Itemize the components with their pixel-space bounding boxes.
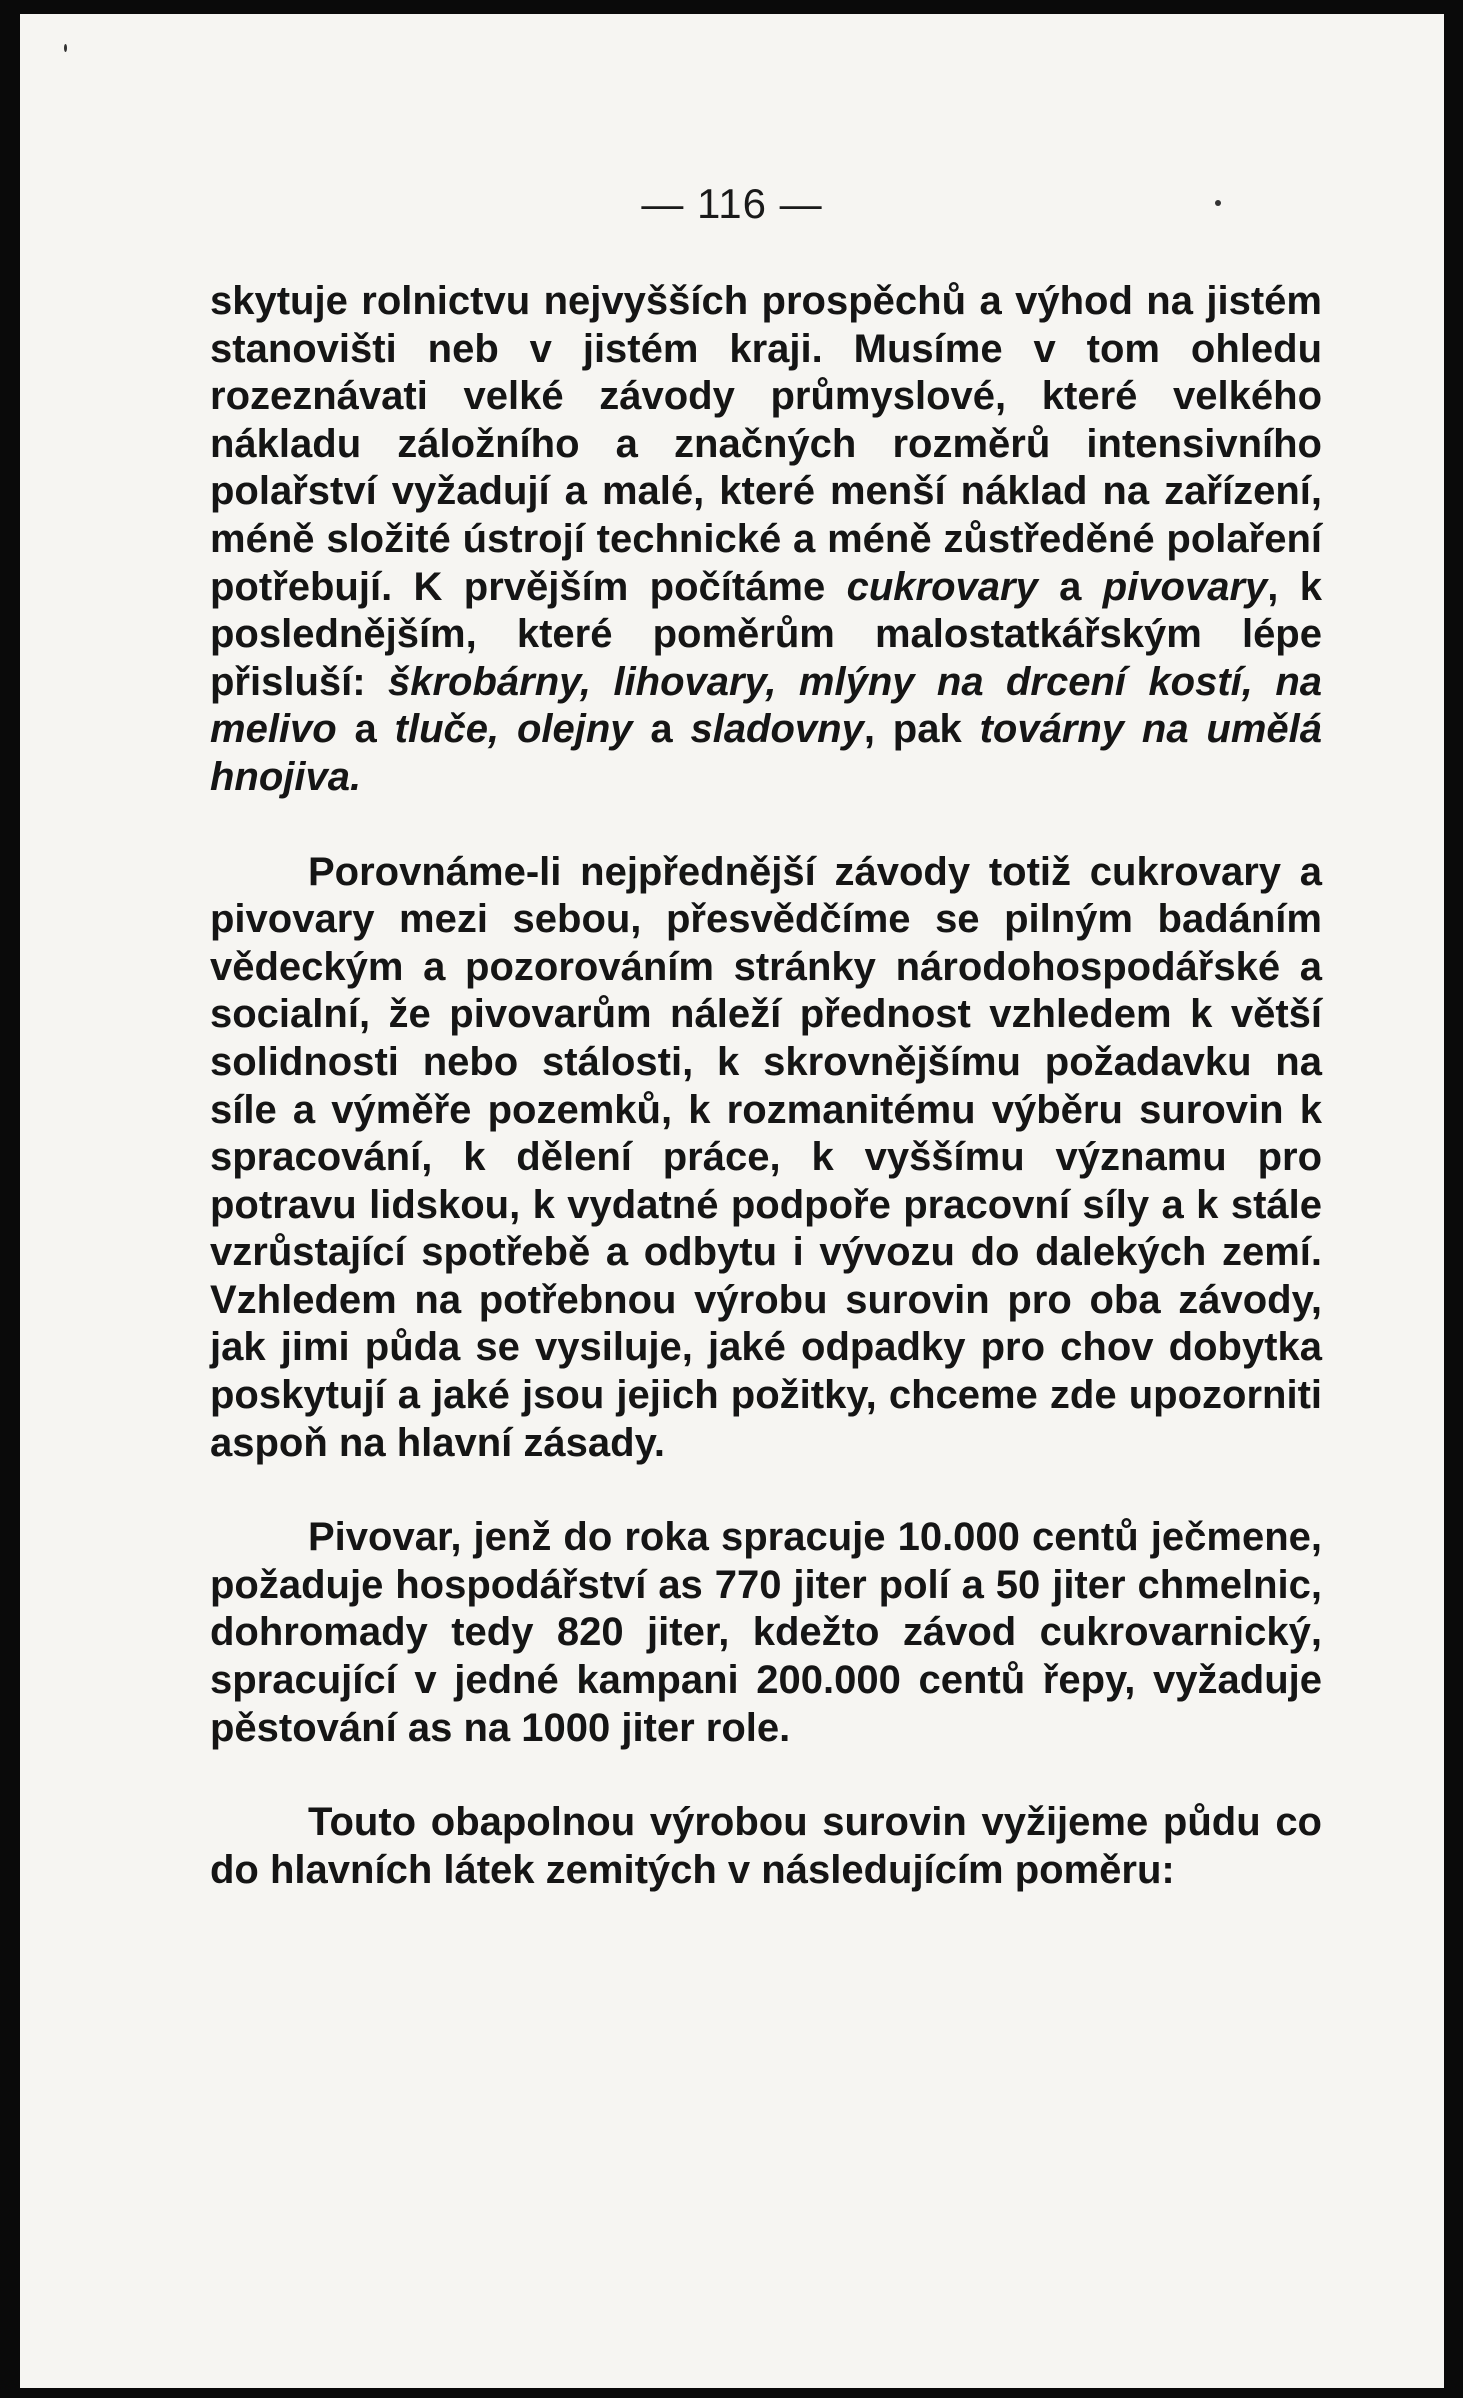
text-run: a — [336, 707, 395, 752]
italic-run: sladovny — [690, 707, 864, 752]
italic-run: tluče, olejny — [394, 707, 633, 752]
paragraph-3 — [210, 1514, 1322, 1752]
text-run: Touto obapolnou výrobou surovin vyžijeme půdu co do hlavních látek zemitých v následujícím poměru: — [210, 1800, 1322, 1892]
text-run: a — [1037, 564, 1103, 609]
italic-run: cukrovary — [846, 564, 1038, 609]
italic-run: továrny na umělá hnojiva. — [210, 707, 1323, 799]
italic-run: pivovary — [1102, 564, 1268, 609]
text-run: , k poslednějším, které poměrům malostatkářským lépe přisluší: — [210, 564, 1322, 704]
text-run: , pak — [863, 707, 980, 752]
book-page — [20, 14, 1444, 2388]
page-number: — 116 — — [641, 180, 823, 227]
text-run: a — [632, 707, 691, 752]
paper-speck — [64, 44, 67, 52]
text-run: Porovnáme-li nejpřednější závody totiž cukrovary a pivovary mezi sebou, přesvědčíme se pilným badáním vědeckým a pozorováním stránky národohospodářské a socialní, že pivovarům náleží přednost vzhledem k větší solidnosti nebo stálosti, k skrovnějšímu požadavku na síle a výměře pozemků, k rozmanitému výběru surovin k spracování, k dělení práce, k vyššímu významu pro potravu lidskou, k vydatné podpoře pracovní síly a k stále vzrůstající spotřebě a odbytu i vývozu do dalekých zemí. Vzhledem na potřebnou výrobu surovin pro oba závody, jak jimi půda se vysiluje, jaké odpadky pro chov dobytka poskytují a jaké jsou jejich požitky, chceme zde upozorniti aspoň na hlavní zásady. — [210, 849, 1322, 1465]
paragraph-1 — [210, 278, 1322, 802]
paragraph-4 — [210, 1799, 1322, 1894]
text-run: Pivovar, jenž do roka spracuje 10.000 centů ječmene, požaduje hospodářství as 770 jiter polí a 50 jiter chmelnic, dohromady tedy 820 jiter, kdežto závod cukrovarnický, spracující v jedné kampani 200.000 centů řepy, vyžaduje pěstování as na 1000 jiter role. — [210, 1515, 1322, 1750]
paper-speck — [1215, 200, 1221, 206]
text-run: skytuje rolnictvu nejvyšších prospěchů a výhod na jistém stanovišti neb v jistém kraji. Musíme v tom ohledu rozeznávati velké závody průmyslové, které velkého nákladu záložního a značných rozměrů intensivního polařství vyžadují a malé, které menší náklad na zařízení, méně složité ústrojí technické a méně zůstředěné polaření potřebují. K prvějším počítáme — [210, 279, 1322, 609]
paragraph-2 — [210, 849, 1322, 1468]
italic-run: škrobárny, lihovary, mlýny na drcení kostí, na melivo — [210, 659, 1322, 752]
body-text — [210, 278, 1322, 1941]
